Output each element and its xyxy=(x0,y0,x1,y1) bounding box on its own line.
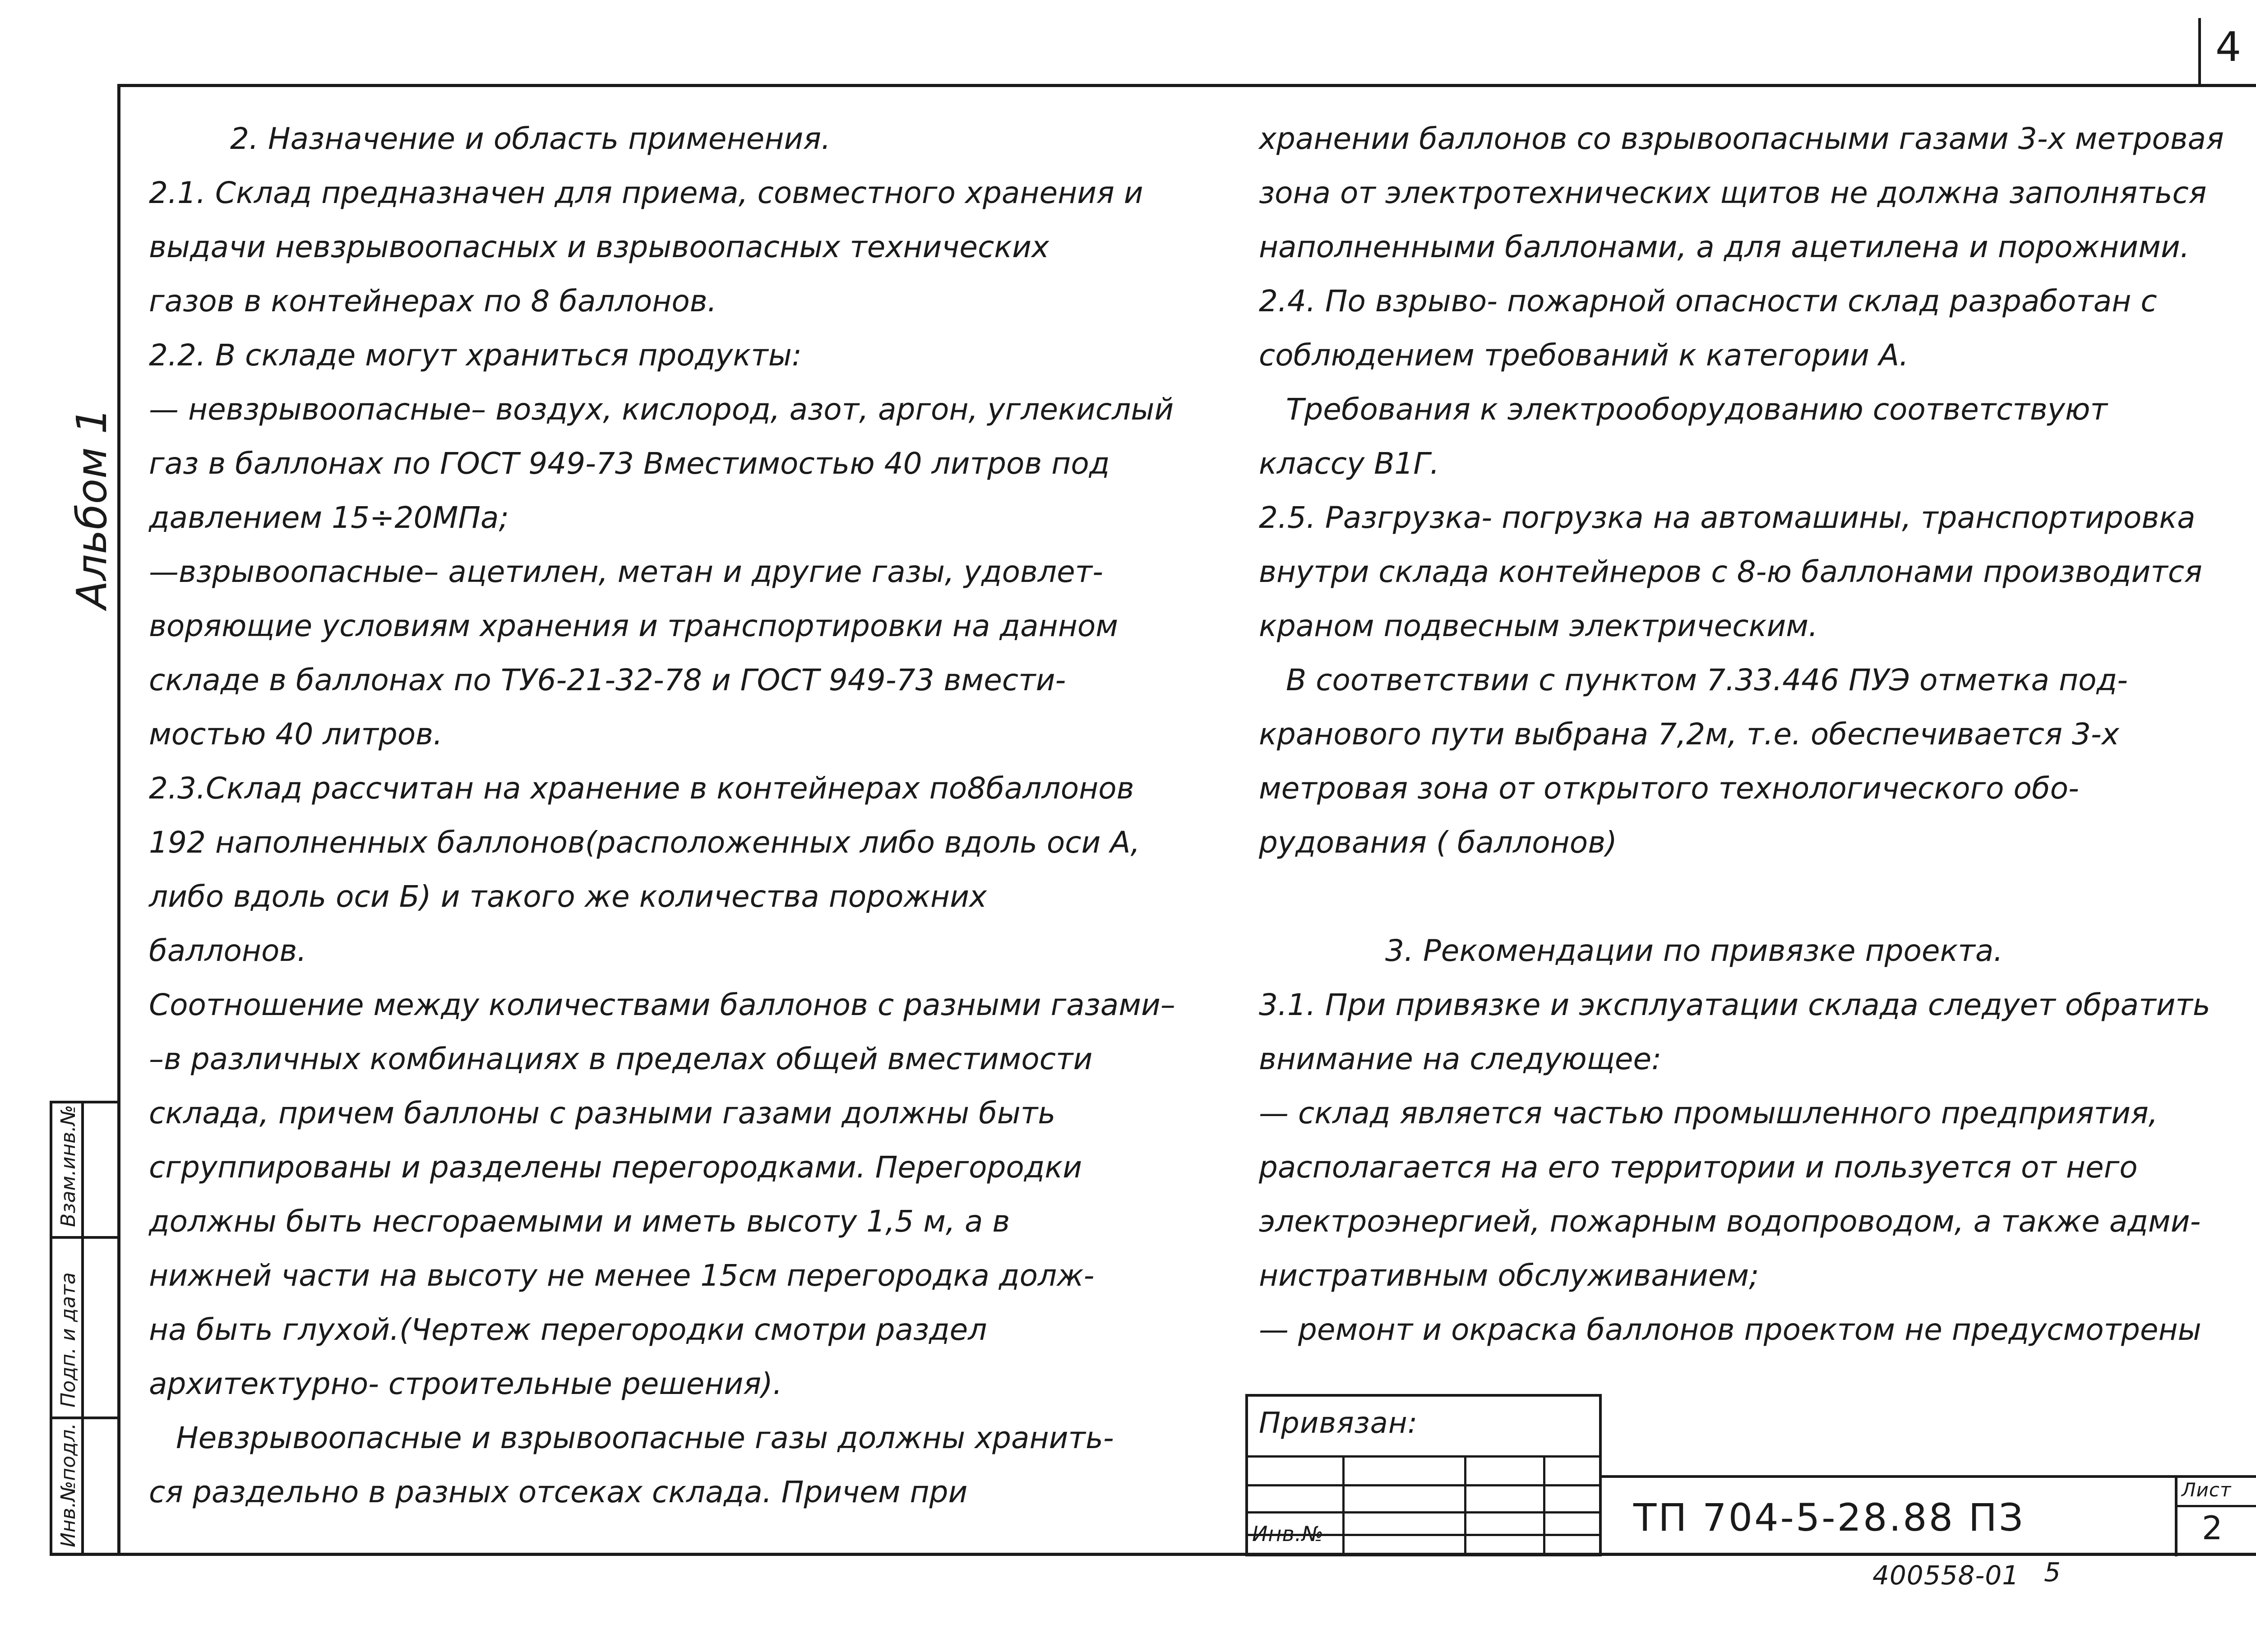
text-line: — ремонт и окраска баллонов проектом не предусмотрены xyxy=(1259,1312,2201,1347)
text-line: классу В1Г. xyxy=(1259,446,1440,481)
text-line: 2.4. По взрыво- пожарной опасности склад разработан с xyxy=(1259,284,2157,318)
copy-number: 5 xyxy=(2044,1557,2061,1587)
text-line: складе в баллонах по ТУ6-21-32-78 и ГОСТ 949-73 вмести- xyxy=(149,663,1066,697)
text-line xyxy=(1259,870,2224,924)
text-line: нистративным обслуживанием; xyxy=(1259,1258,1759,1293)
text-line: внутри склада контейнеров с 8-ю баллонами производится xyxy=(1259,554,2202,589)
text-line: либо вдоль оси Б) и такого же количества порожних xyxy=(149,879,987,914)
stamp-grid-h3 xyxy=(1245,1511,1602,1514)
text-line: наполненными баллонами, а для ацетилена и порожними. xyxy=(1259,230,2190,264)
text-line: воряющие условиям хранения и транспортировки на данном xyxy=(149,609,1119,643)
text-line: –в различных комбинациях в пределах общей вместимости xyxy=(149,1042,1093,1076)
sheet-number: 2 xyxy=(2202,1509,2223,1547)
text-line: должны быть несгораемыми и иметь высоту 1,5 м, а в xyxy=(149,1204,1010,1239)
page-number-divider xyxy=(2198,18,2201,86)
text-line: располагается на его территории и пользуется от него xyxy=(1259,1150,2138,1185)
text-line: сгруппированы и разделены перегородками. Перегородки xyxy=(149,1150,1082,1185)
frame-bottom xyxy=(50,1553,2256,1556)
text-line: газ в баллонах по ГОСТ 949-73 Вместимостью 40 литров под xyxy=(149,446,1110,481)
text-line: 2.3.Склад рассчитан на хранение в контейнерах по8баллонов xyxy=(149,771,1134,806)
text-line: на быть глухой.(Чертеж перегородки смотри раздел xyxy=(149,1312,987,1347)
frame-left xyxy=(117,84,120,1556)
album-label: Альбом 1 xyxy=(68,407,116,609)
section-heading: 3. Рекомендации по привязке проекта. xyxy=(1385,933,2003,968)
stamp-grid-h1 xyxy=(1245,1455,1602,1458)
frame-top xyxy=(117,84,2256,87)
text-line: Требования к электрооборудованию соответствуют xyxy=(1286,392,2108,427)
side-strip-top xyxy=(50,1101,120,1103)
text-line: баллонов. xyxy=(149,933,307,968)
text-line: хранении баллонов со взрывоопасными газами 3-х метровая xyxy=(1259,121,2224,156)
stamp-inv-label: Инв.№ xyxy=(1252,1522,1324,1546)
left-text-column xyxy=(149,112,1175,1519)
text-line: Соотношение между количествами баллонов с разными газами– xyxy=(149,988,1175,1022)
text-line: ся раздельно в разных отсеках склада. Причем при xyxy=(149,1475,968,1509)
text-line: В соответствии с пунктом 7.33.446 ПУЭ отметка под- xyxy=(1286,663,2128,697)
sheet-label: Лист xyxy=(2182,1479,2232,1501)
stamp-grid-v3 xyxy=(1543,1455,1545,1556)
text-line: выдачи невзрывоопасных и взрывоопасных технических xyxy=(149,230,1049,264)
text-line: — склад является частью промышленного предприятия, xyxy=(1259,1096,2158,1131)
side-strip-outer xyxy=(50,1101,52,1556)
text-line: давлением 15÷20МПа; xyxy=(149,500,509,535)
text-line: Невзрывоопасные и взрывоопасные газы должны хранить- xyxy=(176,1421,1114,1455)
doc-code: ТП 704-5-28.88 ПЗ xyxy=(1633,1495,2025,1540)
side-strip-divider xyxy=(81,1101,84,1556)
sheet-box-mid xyxy=(2175,1505,2256,1507)
text-line: зона от электротехнических щитов не должна заполняться xyxy=(1259,175,2207,210)
text-line: 192 наполненных баллонов(расположенных либо вдоль оси А, xyxy=(149,825,1140,860)
text-line: нижней части на высоту не менее 15см перегородка долж- xyxy=(149,1258,1095,1293)
text-line: —взрывоопасные– ацетилен, метан и другие газы, удовлет- xyxy=(149,554,1103,589)
text-line: — невзрывоопасные– воздух, кислород, азот, аргон, углекислый xyxy=(149,392,1174,427)
text-line: 2.2. В складе могут храниться продукты: xyxy=(149,338,802,373)
side-label-replace-inv: Взам.инв.№ xyxy=(57,1105,80,1227)
text-line: рудования ( баллонов) xyxy=(1259,825,1617,860)
stamp-grid-v2 xyxy=(1464,1455,1466,1556)
text-line: газов в контейнерах по 8 баллонов. xyxy=(149,284,717,318)
stamp-privyazan-label: Привязан: xyxy=(1259,1407,1418,1440)
side-label-sign-date: Подп. и дата xyxy=(57,1272,80,1407)
text-line: мостью 40 литров. xyxy=(149,717,443,752)
text-line: 2. Назначение и область применения. xyxy=(230,121,831,156)
archive-code: 400558-01 xyxy=(1872,1560,2020,1591)
text-line: 3.1. При привязке и эксплуатации склада следует обратить xyxy=(1259,988,2210,1022)
right-text-column xyxy=(1259,112,2224,1357)
text-line: метровая зона от открытого технологического обо- xyxy=(1259,771,2079,806)
text-line: внимание на следующее: xyxy=(1259,1042,1662,1076)
stamp-grid-h2 xyxy=(1245,1484,1602,1486)
side-strip-sep-1 xyxy=(50,1236,120,1239)
text-line: соблюдением требований к категории А. xyxy=(1259,338,1909,373)
text-line: 2.5. Разгрузка- погрузка на автомашины, транспортировка xyxy=(1259,500,2196,535)
text-line: краном подвесным электрическим. xyxy=(1259,609,1818,643)
side-strip-sep-2 xyxy=(50,1417,120,1419)
stamp-grid-v1 xyxy=(1342,1455,1345,1556)
text-line: кранового пути выбрана 7,2м, т.е. обеспечивается 3-х xyxy=(1259,717,2119,752)
stamp-right-top xyxy=(1600,1475,2256,1478)
page-number: 4 xyxy=(2215,23,2242,71)
side-label-inv: Инв.№подл. xyxy=(57,1423,80,1547)
text-line: склада, причем баллоны с разными газами должны быть xyxy=(149,1096,1056,1131)
text-line: 2.1. Склад предназначен для приема, совместного хранения и xyxy=(149,175,1143,210)
text-line: архитектурно- строительные решения). xyxy=(149,1366,782,1401)
sheet-box-left xyxy=(2175,1475,2177,1556)
text-line: электроэнергией, пожарным водопроводом, а также адми- xyxy=(1259,1204,2201,1239)
